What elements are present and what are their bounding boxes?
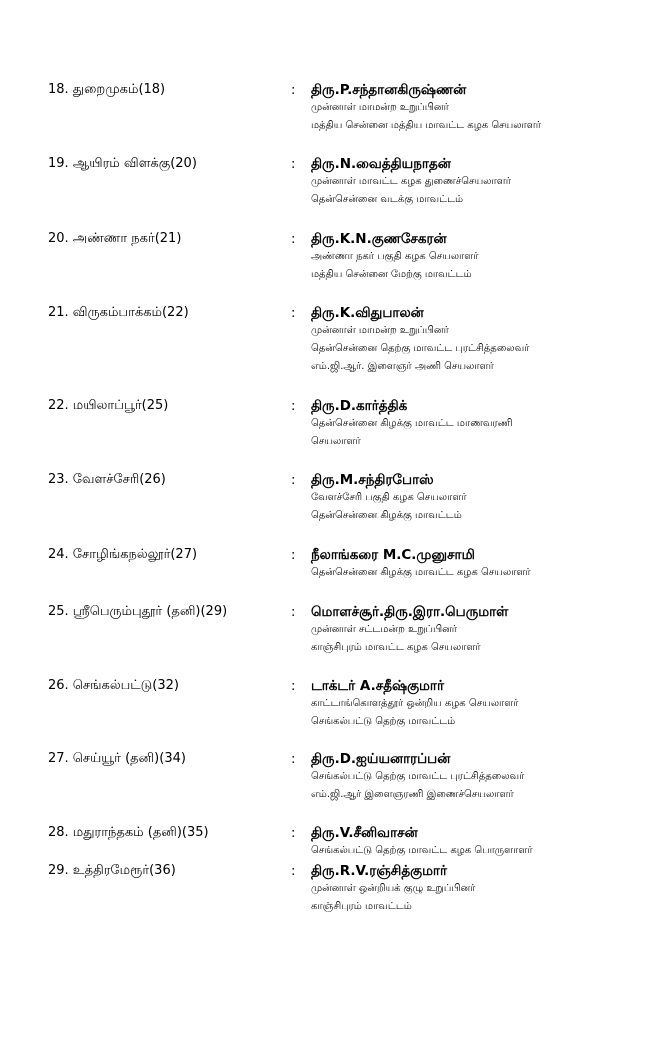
candidate-name: திரு.K.N.குணசேகரன் — [311, 231, 447, 247]
candidate-block — [311, 231, 641, 284]
constituency-label: 24. சோழிங்கநல்லூர்(27) — [48, 547, 198, 562]
candidate-block — [311, 398, 641, 451]
candidate-detail: தென்சென்னை கிழக்கு மாவட்டம் — [311, 510, 462, 521]
separator: : — [291, 548, 296, 563]
constituency-label: 19. ஆயிரம் விளக்கு(20) — [48, 156, 197, 171]
separator: : — [291, 605, 296, 620]
separator: : — [291, 306, 296, 321]
candidate-name: திரு.D.கார்த்திக் — [311, 398, 408, 414]
candidate-name: திரு.R.V.ரஞ்சித்குமார் — [311, 863, 448, 879]
candidate-block — [311, 604, 641, 657]
candidate-block — [311, 472, 641, 525]
candidate-detail: செங்கல்பட்டு தெற்கு மாவட்ட புரட்சித்தலைவர் — [311, 771, 525, 782]
separator: : — [291, 752, 296, 767]
candidate-detail: எம்.ஜி.ஆர். இளைஞர் அணி செயலாளர் — [311, 361, 494, 372]
separator: : — [291, 232, 296, 247]
candidate-detail: தென்சென்னை கிழக்கு மாவட்ட கழக செயலாளர் — [311, 567, 531, 578]
constituency-label: 22. மயிலாப்பூர்(25) — [48, 398, 169, 413]
candidate-block — [311, 547, 641, 582]
candidate-detail: மத்திய சென்னை மேற்கு மாவட்டம் — [311, 269, 472, 280]
candidate-block — [311, 82, 641, 135]
constituency-label: 29. உத்திரமேரூர்(36) — [48, 863, 176, 878]
separator: : — [291, 83, 296, 98]
candidate-detail: எம்.ஜி.ஆர் இளைஞரணி இணைச்செயலாளர் — [311, 789, 514, 800]
candidate-detail: முன்னாள் ஒன்றியக் குழு உறுப்பினர் — [311, 883, 476, 894]
candidate-name: திரு.P.சந்தானகிருஷ்ணன் — [311, 82, 467, 98]
candidate-detail: வேளச்சேரி பகுதி கழக செயலாளர் — [311, 492, 467, 503]
constituency-label: 25. ஸ்ரீபெரும்புதூர் (தனி)(29) — [48, 604, 228, 619]
candidate-detail: முன்னாள் சட்டமன்ற உறுப்பினர் — [311, 624, 458, 635]
candidate-detail: முன்னாள் மாமன்ற உறுப்பினர் — [311, 325, 449, 336]
candidate-name: டாக்டர் A.சதீஷ்குமார் — [311, 678, 445, 694]
candidate-name: திரு.V.சீனிவாசன் — [311, 825, 418, 841]
candidate-detail: அண்ணா நகர் பகுதி கழக செயலாளர் — [311, 251, 479, 262]
constituency-label: 21. விருகம்பாக்கம்(22) — [48, 305, 189, 320]
candidate-name: திரு.M.சந்திரபோஸ் — [311, 472, 434, 488]
candidate-detail: முன்னாள் மாவட்ட கழக துணைச்செயலாளர் — [311, 176, 511, 187]
candidate-name: மொளச்சூர்.திரு.இரா.பெருமாள் — [311, 604, 509, 620]
candidate-block — [311, 305, 641, 376]
constituency-label: 26. செங்கல்பட்டு(32) — [48, 678, 179, 693]
separator: : — [291, 864, 296, 879]
constituency-label: 20. அண்ணா நகர்(21) — [48, 231, 182, 246]
candidate-detail: காஞ்சிபுரம் மாவட்ட கழக செயலாளர் — [311, 642, 481, 653]
candidate-name: திரு.K.விதுபாலன் — [311, 305, 424, 321]
candidate-block — [311, 863, 641, 916]
candidate-name: திரு.D.ஐய்யனாரப்பன் — [311, 751, 451, 767]
constituency-label: 28. மதுராந்தகம் (தனி)(35) — [48, 825, 209, 840]
candidate-block — [311, 825, 641, 860]
constituency-label: 27. செய்யூர் (தனி)(34) — [48, 751, 186, 766]
separator: : — [291, 399, 296, 414]
candidate-detail: செங்கல்பட்டு தெற்கு மாவட்ட கழக பொருளாளர் — [311, 845, 533, 856]
candidate-detail: காட்டாங்கொளத்தூர் ஒன்றிய கழக செயலாளர் — [311, 698, 519, 709]
candidate-detail: மத்திய சென்னை மத்திய மாவட்ட கழக செயலாளர் — [311, 120, 541, 131]
separator: : — [291, 473, 296, 488]
candidate-block — [311, 751, 641, 804]
candidate-detail: தென்சென்னை கிழக்கு மாவட்ட மாணவரணி — [311, 418, 513, 429]
candidate-name: நீலாங்கரை M.C.முனுசாமி — [311, 547, 475, 563]
candidate-name: திரு.N.வைத்தியநாதன் — [311, 156, 451, 172]
candidate-detail: முன்னாள் மாமன்ற உறுப்பினர் — [311, 102, 449, 113]
candidate-block — [311, 156, 641, 209]
separator: : — [291, 679, 296, 694]
candidate-detail: காஞ்சிபுரம் மாவட்டம் — [311, 901, 412, 912]
separator: : — [291, 157, 296, 172]
candidate-detail: தென்சென்னை தெற்கு மாவட்ட புரட்சித்தலைவர் — [311, 343, 530, 354]
candidate-block — [311, 678, 641, 731]
constituency-label: 23. வேளச்சேரி(26) — [48, 472, 166, 487]
candidate-detail: செங்கல்பட்டு தெற்கு மாவட்டம் — [311, 716, 456, 727]
separator: : — [291, 826, 296, 841]
candidate-detail: செயலாளர் — [311, 436, 361, 447]
constituency-label: 18. துறைமுகம்(18) — [48, 82, 166, 97]
candidate-detail: தென்சென்னை வடக்கு மாவட்டம் — [311, 194, 464, 205]
